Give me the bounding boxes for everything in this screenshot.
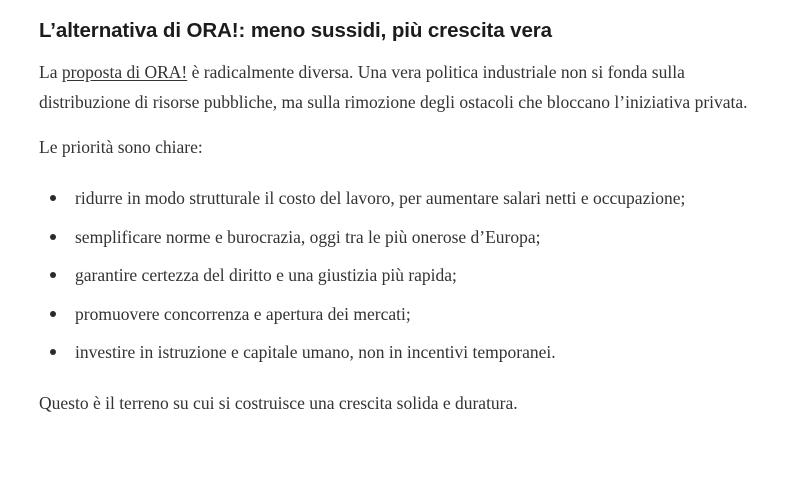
article-section bbox=[39, 17, 779, 418]
list-item bbox=[39, 260, 779, 290]
list-item-text: semplificare norme e burocrazia, oggi tra le più onerose d’Europa; bbox=[75, 226, 541, 247]
proposta-link[interactable]: proposta di ORA! bbox=[61, 62, 188, 82]
list-item bbox=[39, 299, 779, 329]
list-item-text: investire in istruzione e capitale umano, non in incentivi temporanei. bbox=[75, 342, 556, 362]
section-heading: L’alternativa di ORA!: meno sussidi, più crescita vera bbox=[39, 19, 552, 42]
priorities-list bbox=[39, 183, 779, 367]
priorities-lead: Le priorità sono chiare: bbox=[39, 137, 203, 157]
bullet-dot-icon bbox=[50, 311, 56, 317]
list-item bbox=[39, 337, 779, 367]
intro-paragraph bbox=[39, 57, 779, 117]
conclusion-paragraph: Questo è il terreno su cui si costruisce una crescita solida e duratura. bbox=[39, 393, 518, 413]
intro-prefix: La bbox=[39, 62, 62, 82]
list-item bbox=[39, 222, 779, 252]
bullet-dot-icon bbox=[50, 234, 56, 240]
list-item-text: ridurre in modo strutturale il costo del lavoro, per aumentare salari netti e occupazione; bbox=[75, 188, 686, 208]
bullet-dot-icon bbox=[50, 195, 56, 201]
list-item-text: garantire certezza del diritto e una giustizia più rapida; bbox=[75, 265, 457, 285]
bullet-dot-icon bbox=[50, 272, 56, 278]
list-item bbox=[39, 183, 779, 213]
list-item-text: promuovere concorrenza e apertura dei mercati; bbox=[75, 303, 411, 324]
intro-suffix: è radicalmente diversa. Una vera politica industriale non si fonda sulla distribuzione di risorse pubbliche, ma sulla rimozione degli ostacoli che bloccano l’iniziativa privata. bbox=[39, 62, 748, 112]
bullet-dot-icon bbox=[50, 349, 56, 355]
